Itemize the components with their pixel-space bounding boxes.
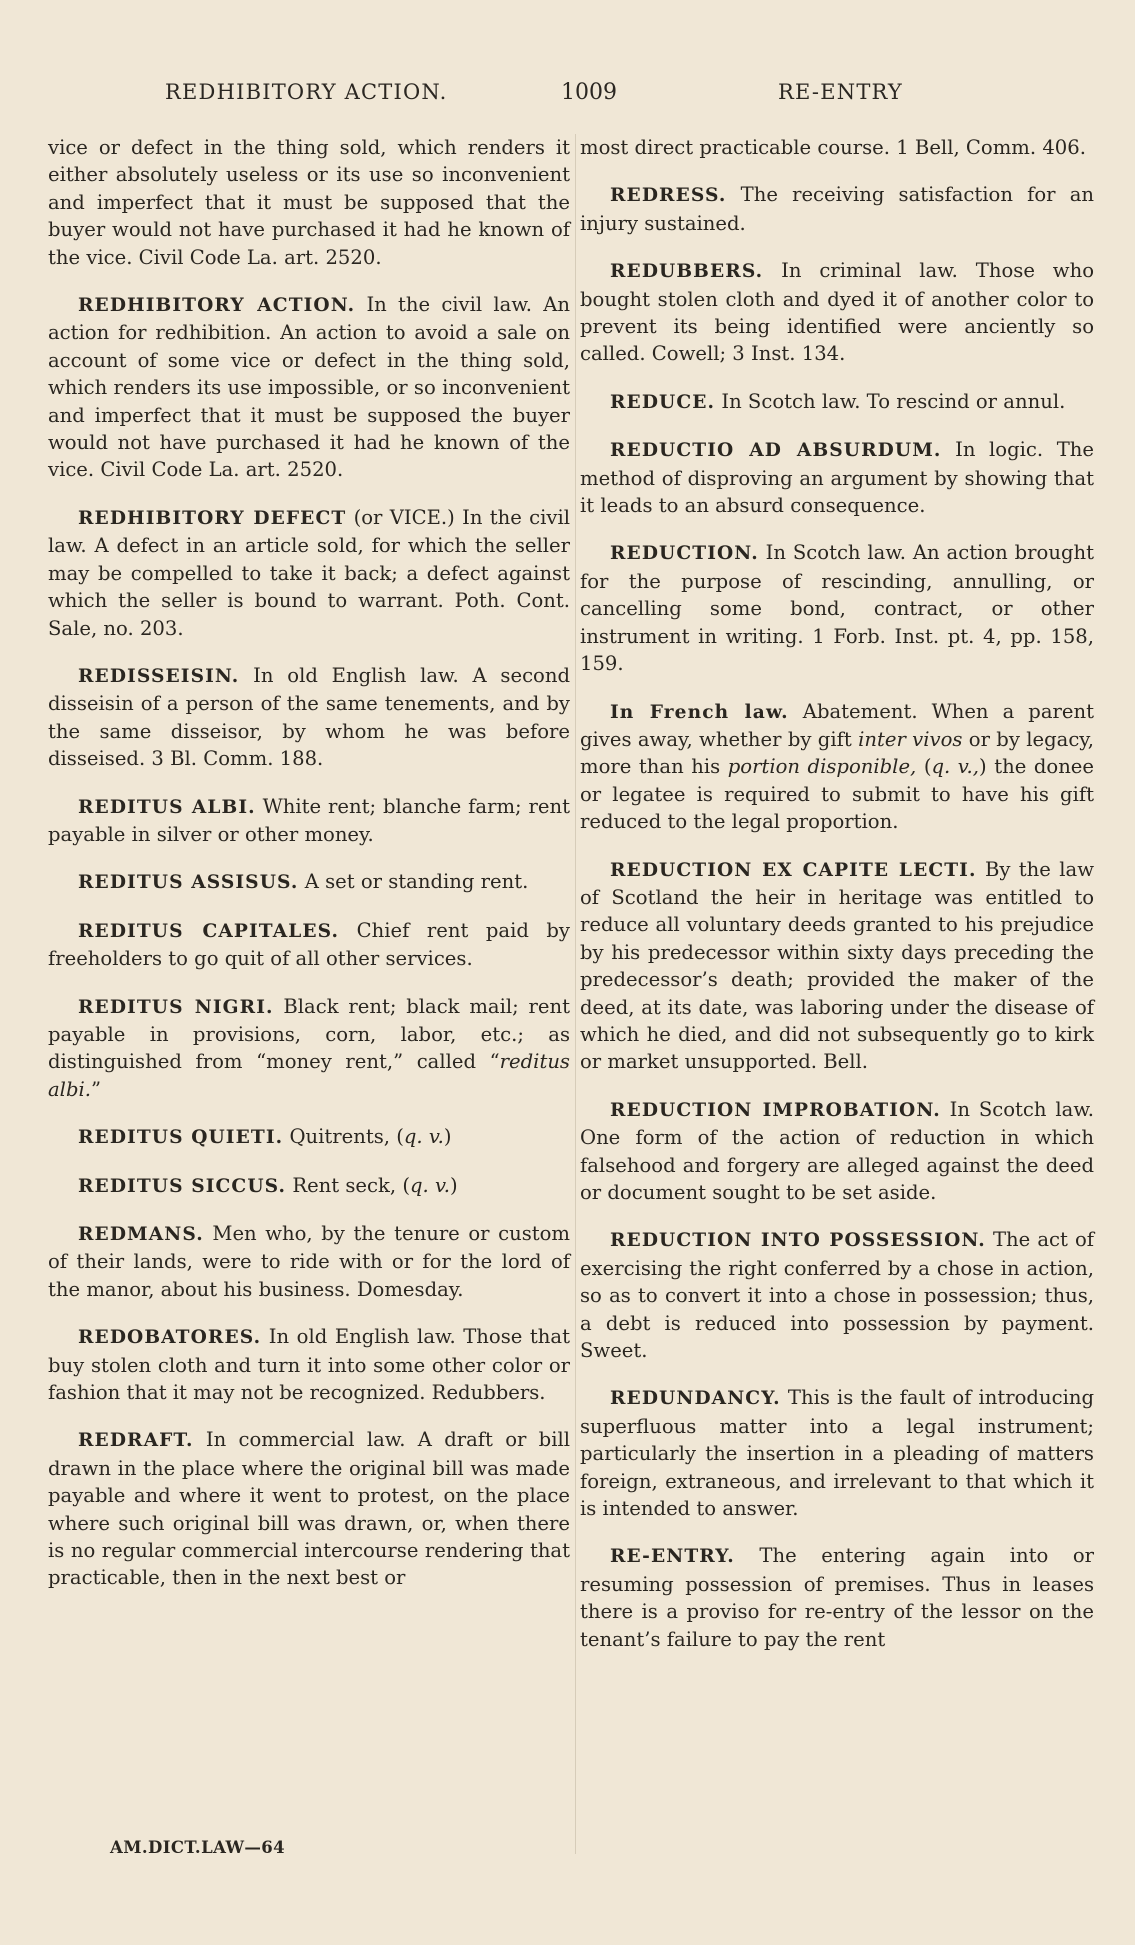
entry-body: White rent; blanche farm; rent payable in silver or other money.: [48, 794, 570, 846]
continuation-text: most direct practicable course. 1 Bell, Comm. 406.: [580, 136, 1086, 159]
entry-redundancy: [580, 1384, 1094, 1522]
entry-term: REDUNDANCY.: [610, 1388, 781, 1410]
left-column: [48, 134, 570, 1612]
column-divider: [575, 134, 576, 1854]
entry-term: REDUCTION.: [610, 543, 759, 565]
entry-term: RE-ENTRY.: [610, 1546, 735, 1568]
entry-reduction-ex-capite-lecti: [580, 856, 1094, 1076]
right-column: [580, 134, 1094, 1673]
entry-body: In Scotch law. One form of the action of reduction in which falsehood and forgery are alleged against the deed or document sought to be set aside.: [580, 1097, 1094, 1204]
entry-body-end: ): [443, 1125, 452, 1149]
entry-body: In commercial law. A draft or bill drawn in the place where the original bill was made payable and where it went to protest, on the place where such original bill was drawn, or, when there is no regular commercial intercourse rendering that practicable, then in the next best or: [48, 1428, 570, 1590]
entry-term: REDOBATORES.: [78, 1327, 262, 1349]
entry-redress: [580, 181, 1094, 237]
entry-body-end: ”: [91, 1077, 102, 1101]
entry-reduction-french-law: [580, 698, 1094, 836]
entry-body: The receiving satisfaction for an injury sustained.: [580, 183, 1095, 235]
entry-reduction-into-possession: [580, 1226, 1094, 1364]
entry-term: REDISSEISIN.: [78, 665, 240, 687]
entry-body: (: [916, 755, 932, 779]
entry-redraft: [48, 1426, 570, 1591]
entry-italic: reditus albi.: [48, 1050, 570, 1101]
entry-reditus-quieti: [48, 1123, 570, 1151]
entry-reduction-improbation: [580, 1096, 1094, 1207]
entry-term: REDITUS CAPITALES.: [78, 920, 340, 942]
entry-lead: In French law.: [610, 701, 789, 723]
entry-term: REDUCTION INTO POSSESSION.: [610, 1230, 986, 1252]
entry-reduce: [580, 388, 1094, 416]
entry-body: Quitrents, (: [289, 1125, 404, 1149]
entry-body: In criminal law. Those who bought stolen cloth and dyed it of another color to prevent its being identified were anciently so called. Cowell; 3 Inst. 134.: [580, 259, 1094, 366]
entry-body: Black rent; black mail; rent payable in provisions, corn, labor, etc.; as distinguished from “money rent,” called “: [48, 994, 570, 1074]
entry-term: REDUCTION IMPROBATION.: [610, 1099, 941, 1121]
entry-redhibitory-defect: [48, 504, 570, 642]
entry-reditus-capitales: [48, 917, 570, 973]
entry-body: In the civil law. An action for redhibition. An action to avoid a sale on account of some vice or defect in the thing sold, which renders its use impossible, or so inconvenient and imperfect that it must be supposed the buyer would not have purchased it had he known of the vice. Civil Code La. art. 2520.: [48, 293, 570, 482]
entry-term: REDMANS.: [78, 1224, 204, 1245]
entry-term: REDUBBERS.: [610, 261, 764, 283]
entry-body: The act of exercising the right conferred by a chose in action, so as to convert it into a chose in possession; thus, a debt is reduced into possession by payment. Sweet.: [580, 1228, 1095, 1363]
entry-term: REDITUS ASSISUS.: [78, 872, 299, 894]
entry-italic: inter vivos: [858, 727, 963, 751]
signature-mark: AM.DICT.LAW—64: [110, 1838, 286, 1857]
entry-term: REDRESS.: [610, 185, 727, 207]
entry-body: or by legacy, more than his: [580, 727, 1094, 779]
entry-reduction: [580, 539, 1094, 677]
entry-body-end: ): [449, 1173, 458, 1197]
entry-body: This is the fault of introducing superfluous matter into a legal instrument; particularly the insertion in a pleading of matters foreign, extraneous, and irrelevant to that which it is intended to answer.: [580, 1386, 1095, 1521]
entry-body: In old English law. A second disseisin of a person of the same tenements, and by the same disseisor, by whom he was before disseised. 3 Bl. Comm. 188.: [48, 663, 570, 771]
entry-term: REDITUS NIGRI.: [78, 996, 274, 1018]
page-number: 1009: [561, 80, 617, 105]
entry-reditus-nigri: [48, 993, 570, 1104]
entry-term: REDUCTIO AD ABSURDUM.: [610, 440, 942, 462]
running-head-right: RE-ENTRY: [778, 80, 903, 104]
entry-term: REDUCE.: [610, 391, 716, 413]
entry-body: Men who, by the tenure or custom of their lands, were to ride with or for the lord of the manor, about his business. Domesday.: [48, 1222, 571, 1301]
entry-body: Abatement. When a parent gives away, whether by gift: [580, 699, 1094, 751]
entry-body: By the law of Scotland the heir in heritage was entitled to reduce all voluntary deeds granted to his prejudice by his predecessor within sixty days preceding the predecessor’s death; provided the maker of the deed, at its date, was laboring under the disease of which he died, and did not subsequently go to kirk or market unsupported. Bell.: [580, 857, 1095, 1074]
entry-redhibitory-action: [48, 291, 570, 484]
entry-term: REDRAFT.: [78, 1430, 194, 1452]
entry-body: In old English law. Those that buy stolen cloth and turn it into some other color or fashion that it may not be recognized. Redubbers.: [48, 1325, 570, 1405]
entry-italic: q. v.: [403, 1125, 444, 1149]
entry-italic: portion disponible,: [727, 755, 917, 779]
entry-reductio-ad-absurdum: [580, 436, 1094, 519]
entry-body: ) the donee or legatee is required to submit to have his gift reduced to the legal proportion.: [580, 755, 1095, 834]
entry-body: Chief rent paid by freeholders to go quit of all other services.: [48, 918, 570, 971]
entry-redisseisin: [48, 662, 570, 773]
entry-italic: q. v.,: [931, 755, 980, 779]
entry-term: REDITUS QUIETI.: [78, 1127, 284, 1149]
entry-italic: q. v.: [409, 1173, 450, 1197]
continuation-text: vice or defect in the thing sold, which renders it either absolutely useless or its use so inconvenient and imperfect that it must be supposed that the buyer would not have purchased it had he known of the vice. Civil Code La. art. 2520.: [48, 136, 570, 269]
entry-re-entry: [580, 1542, 1094, 1653]
entry-reditus-siccus: [48, 1172, 570, 1200]
entry-reditus-albi: [48, 793, 570, 849]
entry-redobatores: [48, 1323, 570, 1406]
entry-body: A set or standing rent.: [304, 870, 529, 894]
entry-body: In Scotch law. To rescind or annul.: [721, 389, 1066, 413]
running-head-left: REDHIBITORY ACTION.: [165, 80, 448, 104]
entry-body: (or VICE.) In the civil law. A defect in an article sold, for which the seller may be compelled to take it back; a defect against which the seller is bound to warrant. Poth. Cont. Sale, no. 203.: [48, 505, 570, 640]
entry-term: REDHIBITORY DEFECT: [78, 507, 347, 529]
entry-term: REDITUS SICCUS.: [78, 1175, 287, 1197]
entry-body: In logic. The method of disproving an argument by showing that it leads to an absurd consequence.: [580, 438, 1094, 518]
entry-reditus-assisus: [48, 868, 570, 896]
entry-body: Rent seck, (: [292, 1173, 410, 1197]
entry-term: REDUCTION EX CAPITE LECTI.: [610, 859, 977, 881]
entry-redmans: [48, 1220, 570, 1303]
entry-body: In Scotch law. An action brought for the purpose of rescinding, annulling, or cancelling some bond, contract, or other instrument in writing. 1 Forb. Inst. pt. 4, pp. 158, 159.: [580, 541, 1094, 676]
entry-redubbers: [580, 257, 1094, 368]
entry-term: REDITUS ALBI.: [78, 796, 256, 818]
entry-body: The entering again into or resuming possession of premises. Thus in leases there is a proviso for re-entry of the lessor on the tenant’s failure to pay the rent: [580, 1544, 1095, 1651]
entry-term: REDHIBITORY ACTION.: [78, 295, 356, 317]
